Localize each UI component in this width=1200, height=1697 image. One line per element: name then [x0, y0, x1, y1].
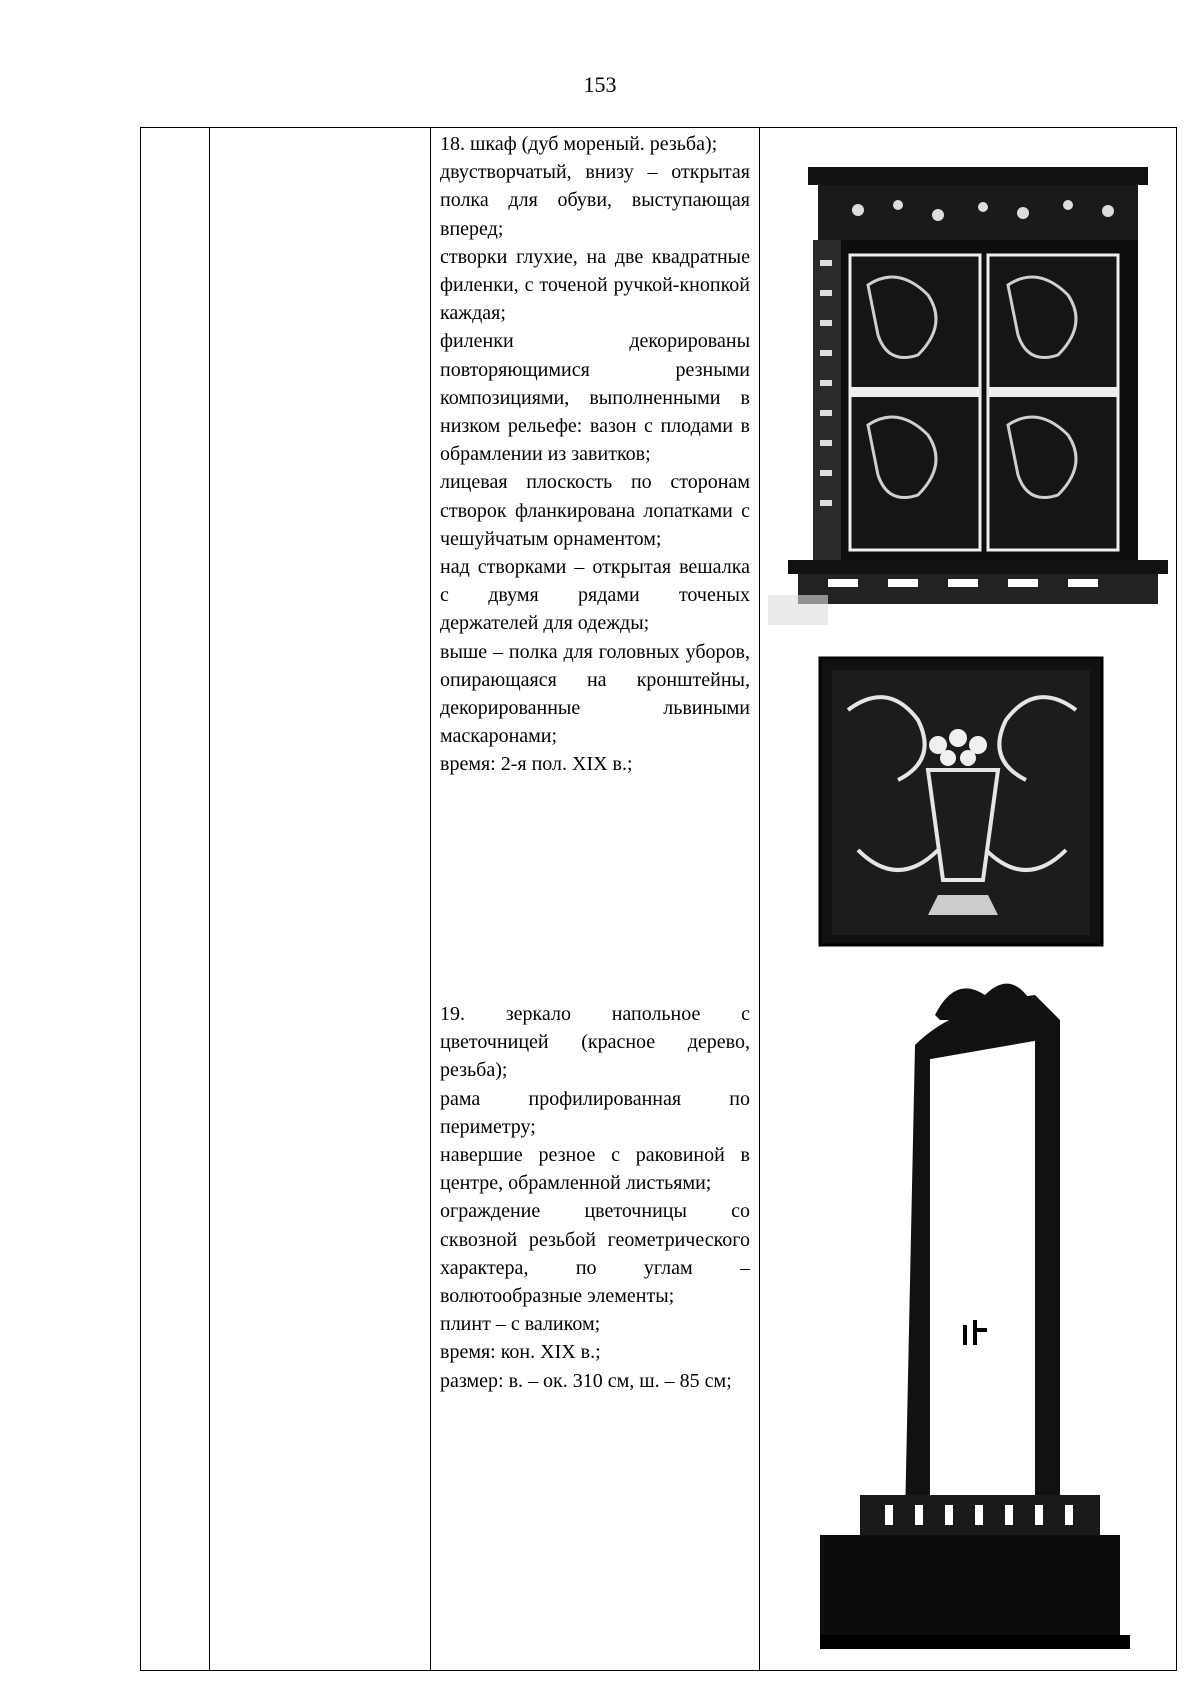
entry-line: время: кон. XIX в.; [440, 1341, 601, 1364]
entry-19-description [440, 1000, 750, 1395]
entry-line: 19. зеркало напольное с цветочницей (красное дерево, резьба); [440, 1003, 750, 1082]
column-divider-1 [209, 128, 210, 1670]
panel-detail-graphic [818, 650, 1106, 947]
entry-line: ограждение цветочницы со сквозной резьбой геометрического характера, по углам – волютообразные элементы; [440, 1200, 750, 1308]
entry-line: время: 2-я пол. XIX в.; [440, 753, 633, 776]
entry-line: выше – полка для головных уборов, опирающаяся на кронштейны, декорированные львиными маскаронами; [440, 640, 750, 748]
mirror-photo-graphic [815, 975, 1145, 1655]
entry-line: двустворчатый, внизу – открытая полка для обуви, выступающая вперед; [440, 161, 750, 240]
cabinet-photo-graphic [768, 165, 1176, 630]
cabinet-photo [768, 165, 1176, 630]
panel-detail-photo [818, 650, 1106, 947]
entry-line: 18. шкаф (дуб мореный. резьба); [440, 133, 718, 155]
column-divider-3 [759, 128, 760, 1670]
entry-line: навершие резное с раковиной в центре, обрамленной листьями; [440, 1144, 750, 1195]
entry-line: филенки декорированы повторяющимися резными композициями, выполненными в низком рельефе: вазон с плодами в обрамлении из завитков; [440, 330, 750, 466]
entry-18-description [440, 130, 750, 779]
entry-line: плинт – с валиком; [440, 1313, 601, 1336]
entry-line: лицевая плоскость по сторонам створок фланкирована лопатками с чешуйчатым орнаментом; [440, 471, 750, 550]
page-number: 153 [583, 72, 617, 97]
entry-line: рама профилированная по периметру; [440, 1087, 750, 1138]
entry-line: створки глухие, на две квадратные филенки, с точеной ручкой-кнопкой каждая; [440, 245, 750, 325]
entry-line: размер: в. – ок. 310 см, ш. – 85 см; [440, 1369, 732, 1392]
entry-line: над створками – открытая вешалка с двумя рядами точеных держателей для одежды; [440, 556, 750, 635]
mirror-photo [815, 975, 1145, 1655]
column-divider-2 [430, 128, 431, 1670]
